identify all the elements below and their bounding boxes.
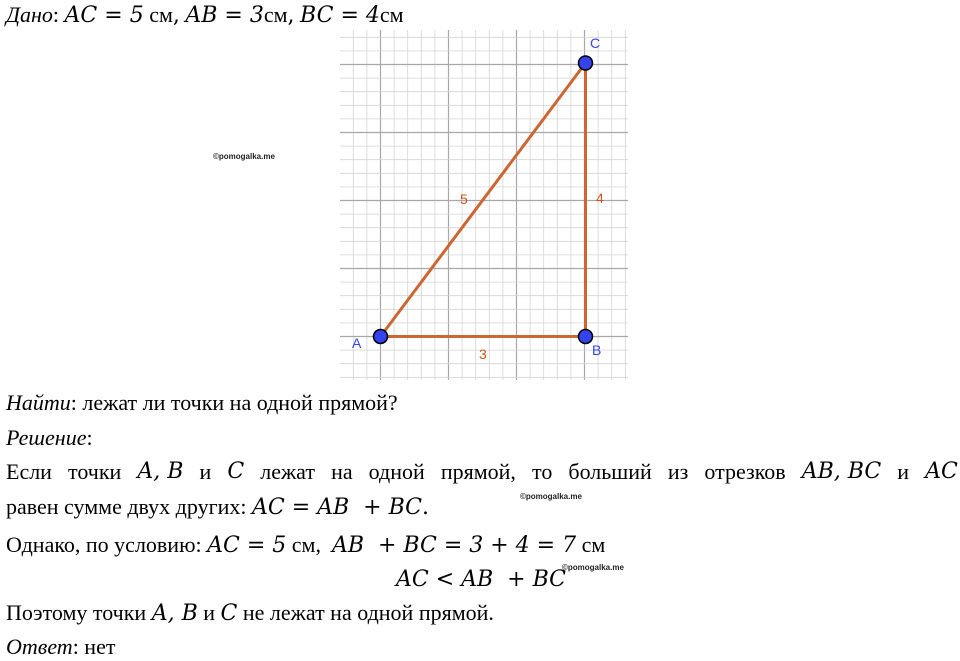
watermark-1: ©pomogalka.me — [213, 152, 275, 161]
line2-text: равен сумме двух других: — [6, 494, 252, 519]
side-label-bc: 4 — [596, 190, 604, 206]
line5-text-3: не лежат на одной прямой. — [237, 600, 494, 625]
word: отрезков — [704, 459, 786, 484]
segments-ab-bc: AB, BC — [801, 459, 882, 484]
line3-unit-2: см — [581, 532, 606, 557]
answer-text: : нет — [72, 634, 116, 659]
line5-point-c: C — [220, 601, 238, 626]
point-a — [374, 330, 388, 344]
word: на — [331, 459, 353, 484]
given-ab: AB = 3 — [185, 3, 264, 28]
side-label-ac: 5 — [460, 191, 468, 207]
line5-points-ab: A, B — [151, 601, 198, 626]
inequality-formula: AC < AB + BC — [396, 567, 567, 592]
line3-unit-1: см, — [291, 532, 321, 557]
word: и — [897, 459, 910, 484]
segment-ac: AC — [925, 459, 958, 484]
given-sep2: , — [287, 3, 295, 28]
word: прямой, — [440, 459, 516, 484]
given-bc: BC = 4 — [300, 3, 380, 28]
point-c — [579, 56, 593, 70]
line3-formula-1: AC = 5 — [207, 533, 287, 558]
given-label: Дано — [6, 2, 53, 27]
answer-label: Ответ — [6, 634, 73, 659]
solution-heading — [6, 425, 93, 451]
solution-label: Решение — [6, 425, 87, 450]
line3-text: Однако, по условию: — [6, 532, 208, 557]
line2-dot: . — [422, 495, 430, 520]
line5-text-1: Поэтому точки — [6, 600, 152, 625]
solution-colon: : — [86, 425, 93, 450]
word: из — [667, 459, 689, 484]
line2-formula: AC = AB + BC — [252, 495, 423, 520]
point-label-c: C — [590, 35, 601, 51]
line5-text-2: и — [197, 600, 221, 625]
solution-line-4 — [396, 566, 566, 593]
solution-line-3 — [6, 532, 605, 559]
word: одной — [368, 459, 425, 484]
find-label: Найти — [6, 390, 71, 415]
watermark-2: ©pomogalka.me — [520, 492, 582, 501]
solution-line-1 — [6, 459, 958, 485]
point-label-b: B — [592, 342, 602, 358]
solution-line-5 — [6, 600, 494, 627]
word: и — [199, 459, 212, 484]
point-c: C — [227, 459, 245, 484]
find-text: : лежат ли точки на одной прямой? — [70, 390, 398, 415]
given-bc-unit: см — [379, 2, 404, 27]
point-b — [579, 330, 593, 344]
answer-line — [6, 634, 115, 660]
solution-line-2 — [6, 494, 429, 521]
given-ac: AC = 5 — [64, 3, 144, 28]
points-ab: A, B — [137, 459, 184, 484]
word: то — [532, 459, 553, 484]
line3-formula-2: AB + BC = 3 + 4 = 7 — [331, 533, 577, 558]
find-line — [6, 390, 398, 416]
given-colon: : — [52, 2, 60, 27]
given-sep1: , — [172, 3, 180, 28]
point-label-a: A — [352, 335, 362, 351]
word: Если — [6, 459, 52, 484]
side-label-ab: 3 — [479, 346, 487, 362]
given-ac-unit: см — [149, 2, 173, 27]
word: лежат — [260, 459, 315, 484]
word: больший — [568, 459, 652, 484]
watermark-3: ©pomogalka.me — [562, 563, 624, 572]
given-ab-unit: см — [263, 2, 288, 27]
word: точки — [68, 459, 122, 484]
